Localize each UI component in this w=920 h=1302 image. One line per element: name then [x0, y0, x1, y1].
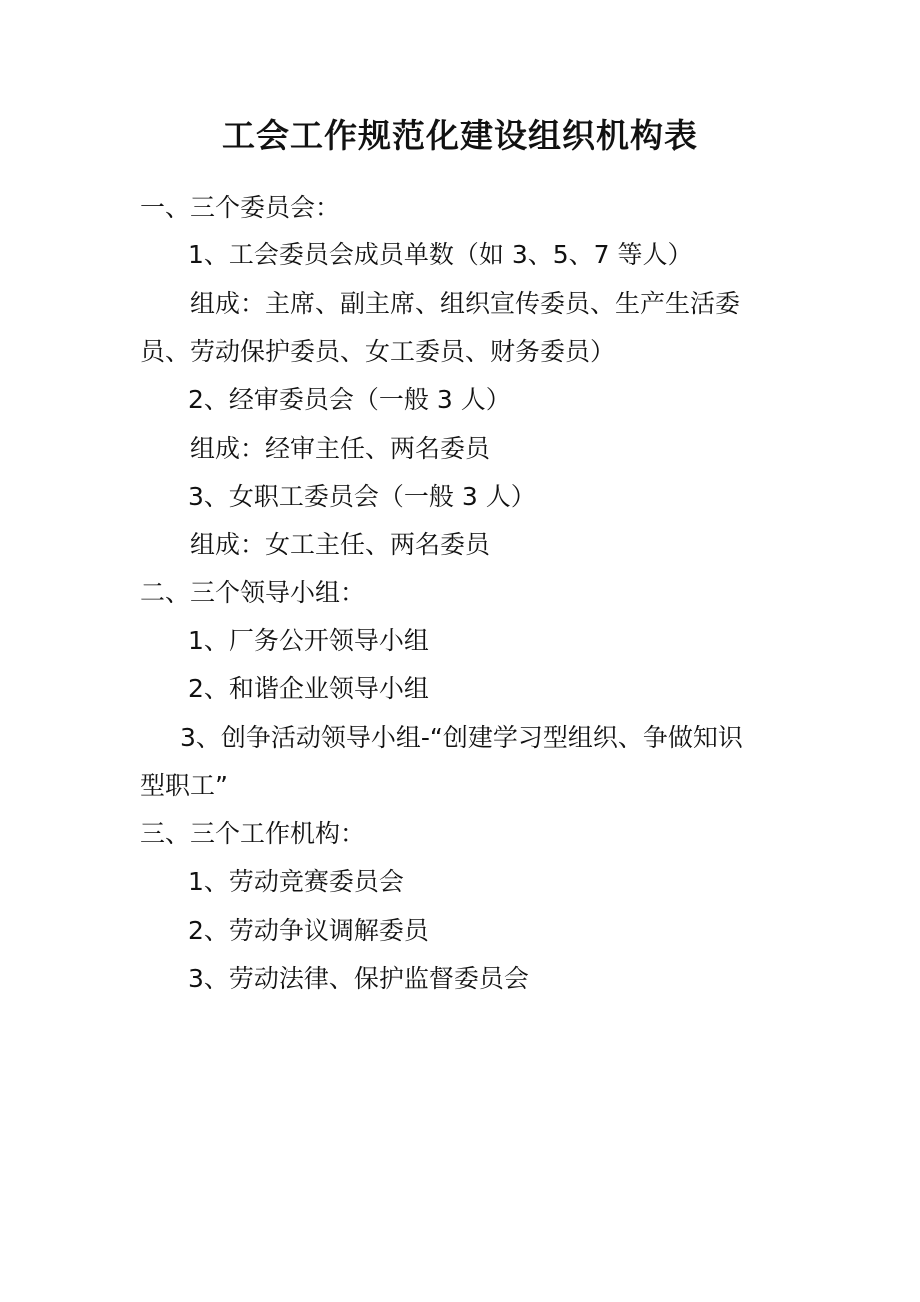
list-item: 3、女职工委员会（一般 3 人）: [188, 482, 536, 511]
list-item: 3、劳动法律、保护监督委员会: [188, 964, 529, 993]
list-item: 3、创争活动领导小组-“创建学习型组织、争做知识: [180, 723, 743, 752]
list-item: 2、和谐企业领导小组: [188, 674, 429, 703]
list-item: 1、厂务公开领导小组: [188, 626, 429, 655]
list-item: 2、经审委员会（一般 3 人）: [188, 385, 511, 414]
composition-text-continued: 员、劳动保护委员、女工委员、财务委员）: [140, 337, 616, 366]
document-title: 工会工作规范化建设组织机构表: [222, 116, 698, 155]
list-item: 2、劳动争议调解委员: [188, 916, 429, 945]
section-heading-committees: 一、三个委员会：: [140, 193, 341, 222]
list-item-continued: 型职工”: [140, 771, 228, 800]
composition-text: 组成：主席、副主席、组织宣传委员、生产生活委: [190, 289, 741, 318]
composition-text: 组成：女工主任、两名委员: [190, 530, 491, 559]
section-heading-work-bodies: 三、三个工作机构：: [140, 819, 366, 848]
section-heading-leading-groups: 二、三个领导小组：: [140, 578, 366, 607]
list-item: 1、劳动竞赛委员会: [188, 867, 404, 896]
list-item: 1、工会委员会成员单数（如 3、5、7 等人）: [188, 240, 693, 269]
composition-text: 组成：经审主任、两名委员: [190, 434, 491, 463]
